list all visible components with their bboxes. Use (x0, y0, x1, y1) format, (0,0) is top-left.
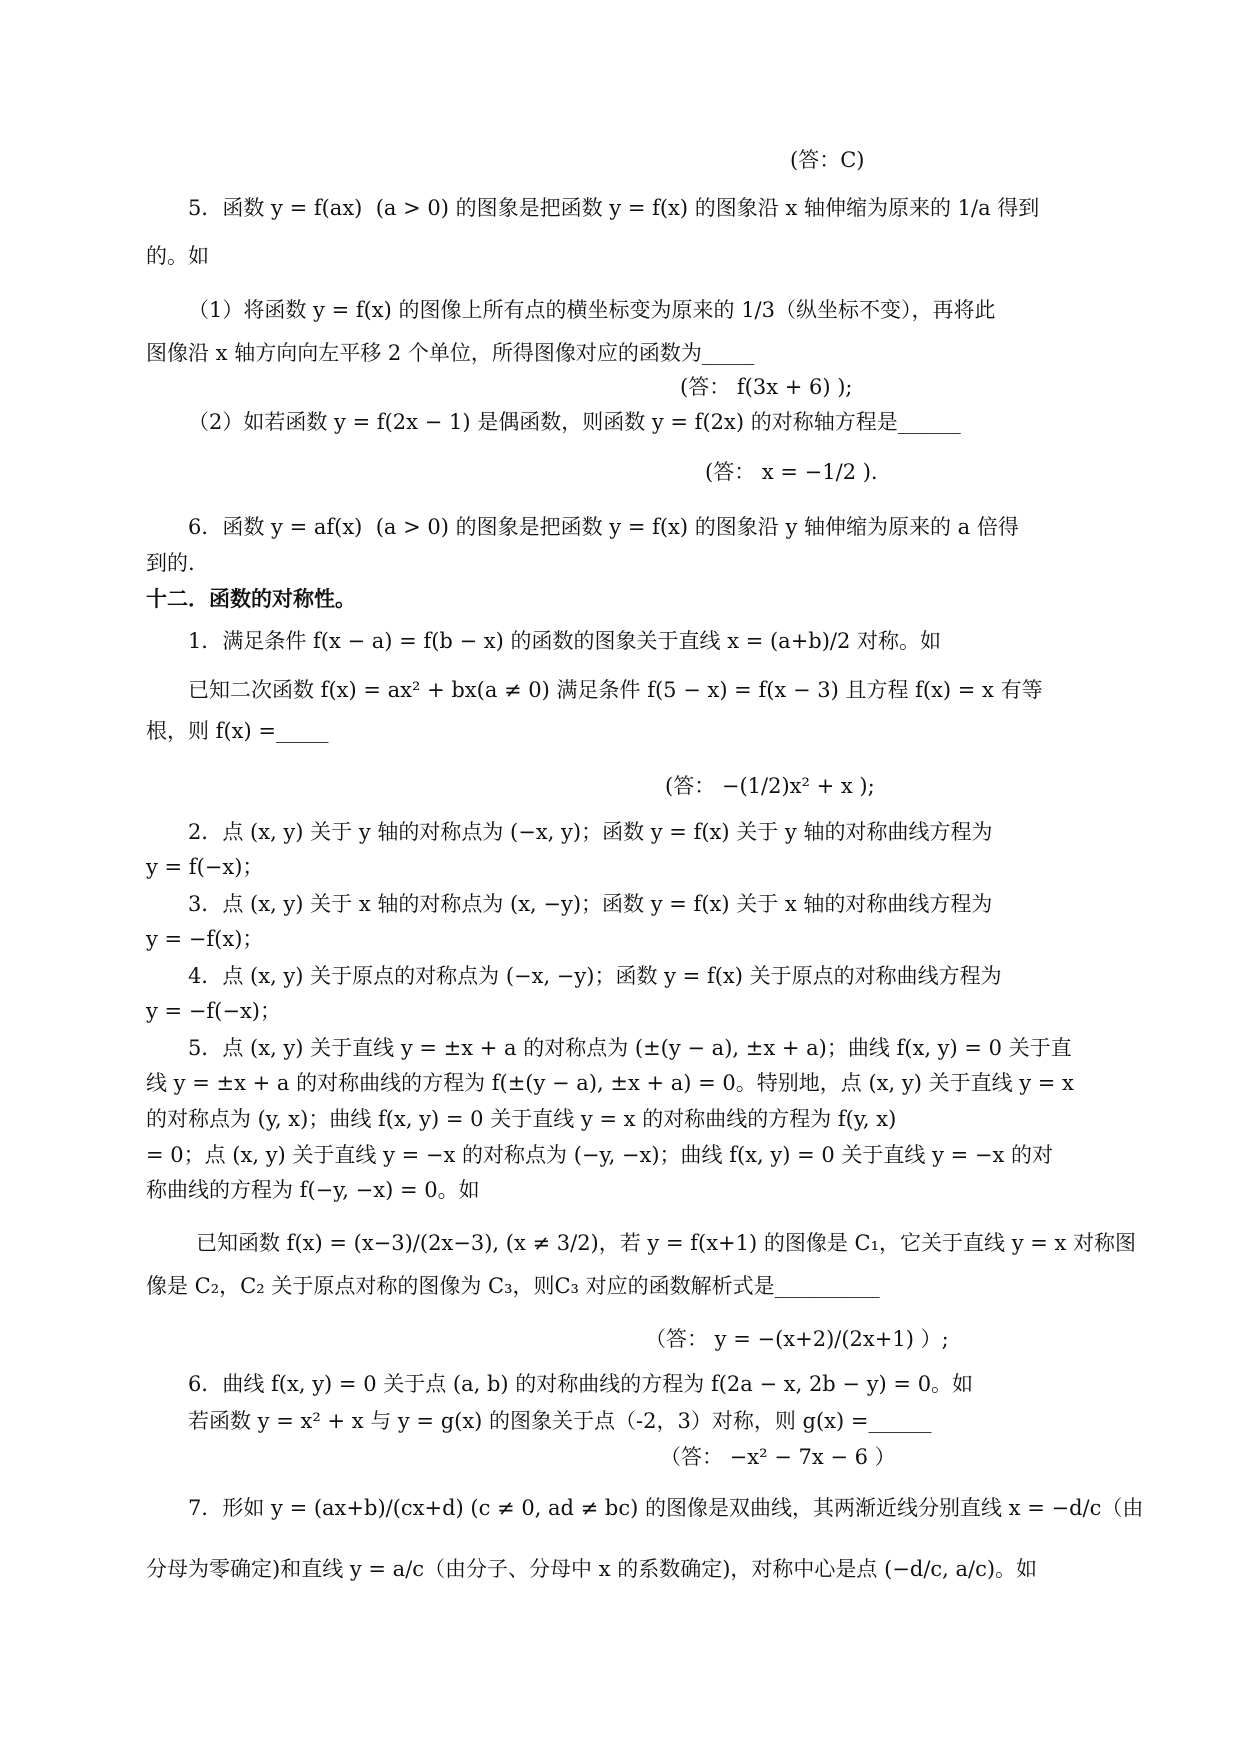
text-line: y = −f(−x)； (146, 999, 282, 1023)
text-line: 已知二次函数 f(x) = ax² + bx(a ≠ 0) 满足条件 f(5 − x) = f(x − 3) 且方程 f(x) = x 有等 (188, 678, 1043, 702)
answer-line: (答：C) (790, 148, 865, 172)
text-line: y = f(−x)； (146, 855, 264, 879)
item-line: 6．曲线 f(x, y) = 0 关于点 (a, b) 的对称曲线的方程为 f(2a − x, 2b − y) = 0。如 (188, 1372, 974, 1396)
item-line: 2．点 (x, y) 关于 y 轴的对称点为 (−x, y)；函数 y = f(x) 关于 y 轴的对称曲线方程为 (188, 820, 993, 844)
sub-item-line: （1）将函数 y = f(x) 的图像上所有点的横坐标变为原来的 1/3（纵坐标不变），再将此 (188, 298, 996, 322)
item-line: 4．点 (x, y) 关于原点的对称点为 (−x, −y)；函数 y = f(x) 关于原点的对称曲线方程为 (188, 964, 1002, 988)
text-line: 分母为零确定)和直线 y = a/c（由分子、分母中 x 的系数确定)，对称中心是点 (−d/c, a/c)。如 (146, 1557, 1038, 1581)
text-line: 的对称点为 (y, x)；曲线 f(x, y) = 0 关于直线 y = x 的对称曲线的方程为 f(y, x) (146, 1107, 897, 1131)
text-line: 图像沿 x 轴方向向左平移 2 个单位，所得图像对应的函数为_____ (146, 341, 755, 365)
item-line: 6．函数 y = af(x) (a > 0) 的图象是把函数 y = f(x) 的图象沿 y 轴伸缩为原来的 a 倍得 (188, 515, 1019, 539)
text-line: 称曲线的方程为 f(−y, −x) = 0。如 (146, 1178, 480, 1202)
answer-line: （答： −x² − 7x − 6 ） (660, 1445, 896, 1469)
text-line: 线 y = ±x + a 的对称曲线的方程为 f(±(y − a), ±x + a) = 0。特别地，点 (x, y) 关于直线 y = x (146, 1071, 1074, 1095)
section-heading: 十二．函数的对称性。 (146, 586, 356, 611)
text-line: 到的. (146, 551, 195, 575)
text-line: 像是 C₂，C₂ 关于原点对称的图像为 C₃，则C₃ 对应的函数解析式是__________ (146, 1274, 880, 1298)
example-line: 已知函数 f(x) = (x−3)/(2x−3), (x ≠ 3/2)，若 y = f(x+1) 的图像是 C₁，它关于直线 y = x 对称图 (196, 1231, 1137, 1255)
item-line: 1．满足条件 f(x − a) = f(b − x) 的函数的图象关于直线 x = (a+b)/2 对称。如 (188, 629, 942, 653)
answer-line: (答： x = −1/2 ). (705, 460, 878, 484)
item-line: 3．点 (x, y) 关于 x 轴的对称点为 (x, −y)；函数 y = f(x) 关于 x 轴的对称曲线方程为 (188, 892, 993, 916)
text-line: 根，则 f(x) =_____ (146, 719, 329, 743)
item-line: 5．函数 y = f(ax) (a > 0) 的图象是把函数 y = f(x) 的图象沿 x 轴伸缩为原来的 1/a 得到 (188, 196, 1040, 220)
text-line: 若函数 y = x² + x 与 y = g(x) 的图象关于点（-2，3）对称，则 g(x) =______ (188, 1409, 932, 1433)
answer-line: (答： −(1/2)x² + x ); (665, 774, 875, 798)
item-line: 5．点 (x, y) 关于直线 y = ±x + a 的对称点为 (±(y − a), ±x + a)；曲线 f(x, y) = 0 关于直 (188, 1036, 1072, 1060)
sub-item-line: （2）如若函数 y = f(2x − 1) 是偶函数，则函数 y = f(2x) 的对称轴方程是______ (188, 410, 961, 434)
answer-line: （答： y = −(x+2)/(2x+1) ）; (645, 1327, 949, 1351)
text-line: 的。如 (146, 244, 209, 268)
item-line: 7．形如 y = (ax+b)/(cx+d) (c ≠ 0, ad ≠ bc) 的图像是双曲线，其两渐近线分别直线 x = −d/c（由 (188, 1496, 1144, 1520)
answer-line: (答： f(3x + 6) ); (680, 375, 853, 399)
text-line: = 0；点 (x, y) 关于直线 y = −x 的对称点为 (−y, −x)；曲线 f(x, y) = 0 关于直线 y = −x 的对 (146, 1143, 1054, 1167)
text-line: y = −f(x)； (146, 927, 264, 951)
